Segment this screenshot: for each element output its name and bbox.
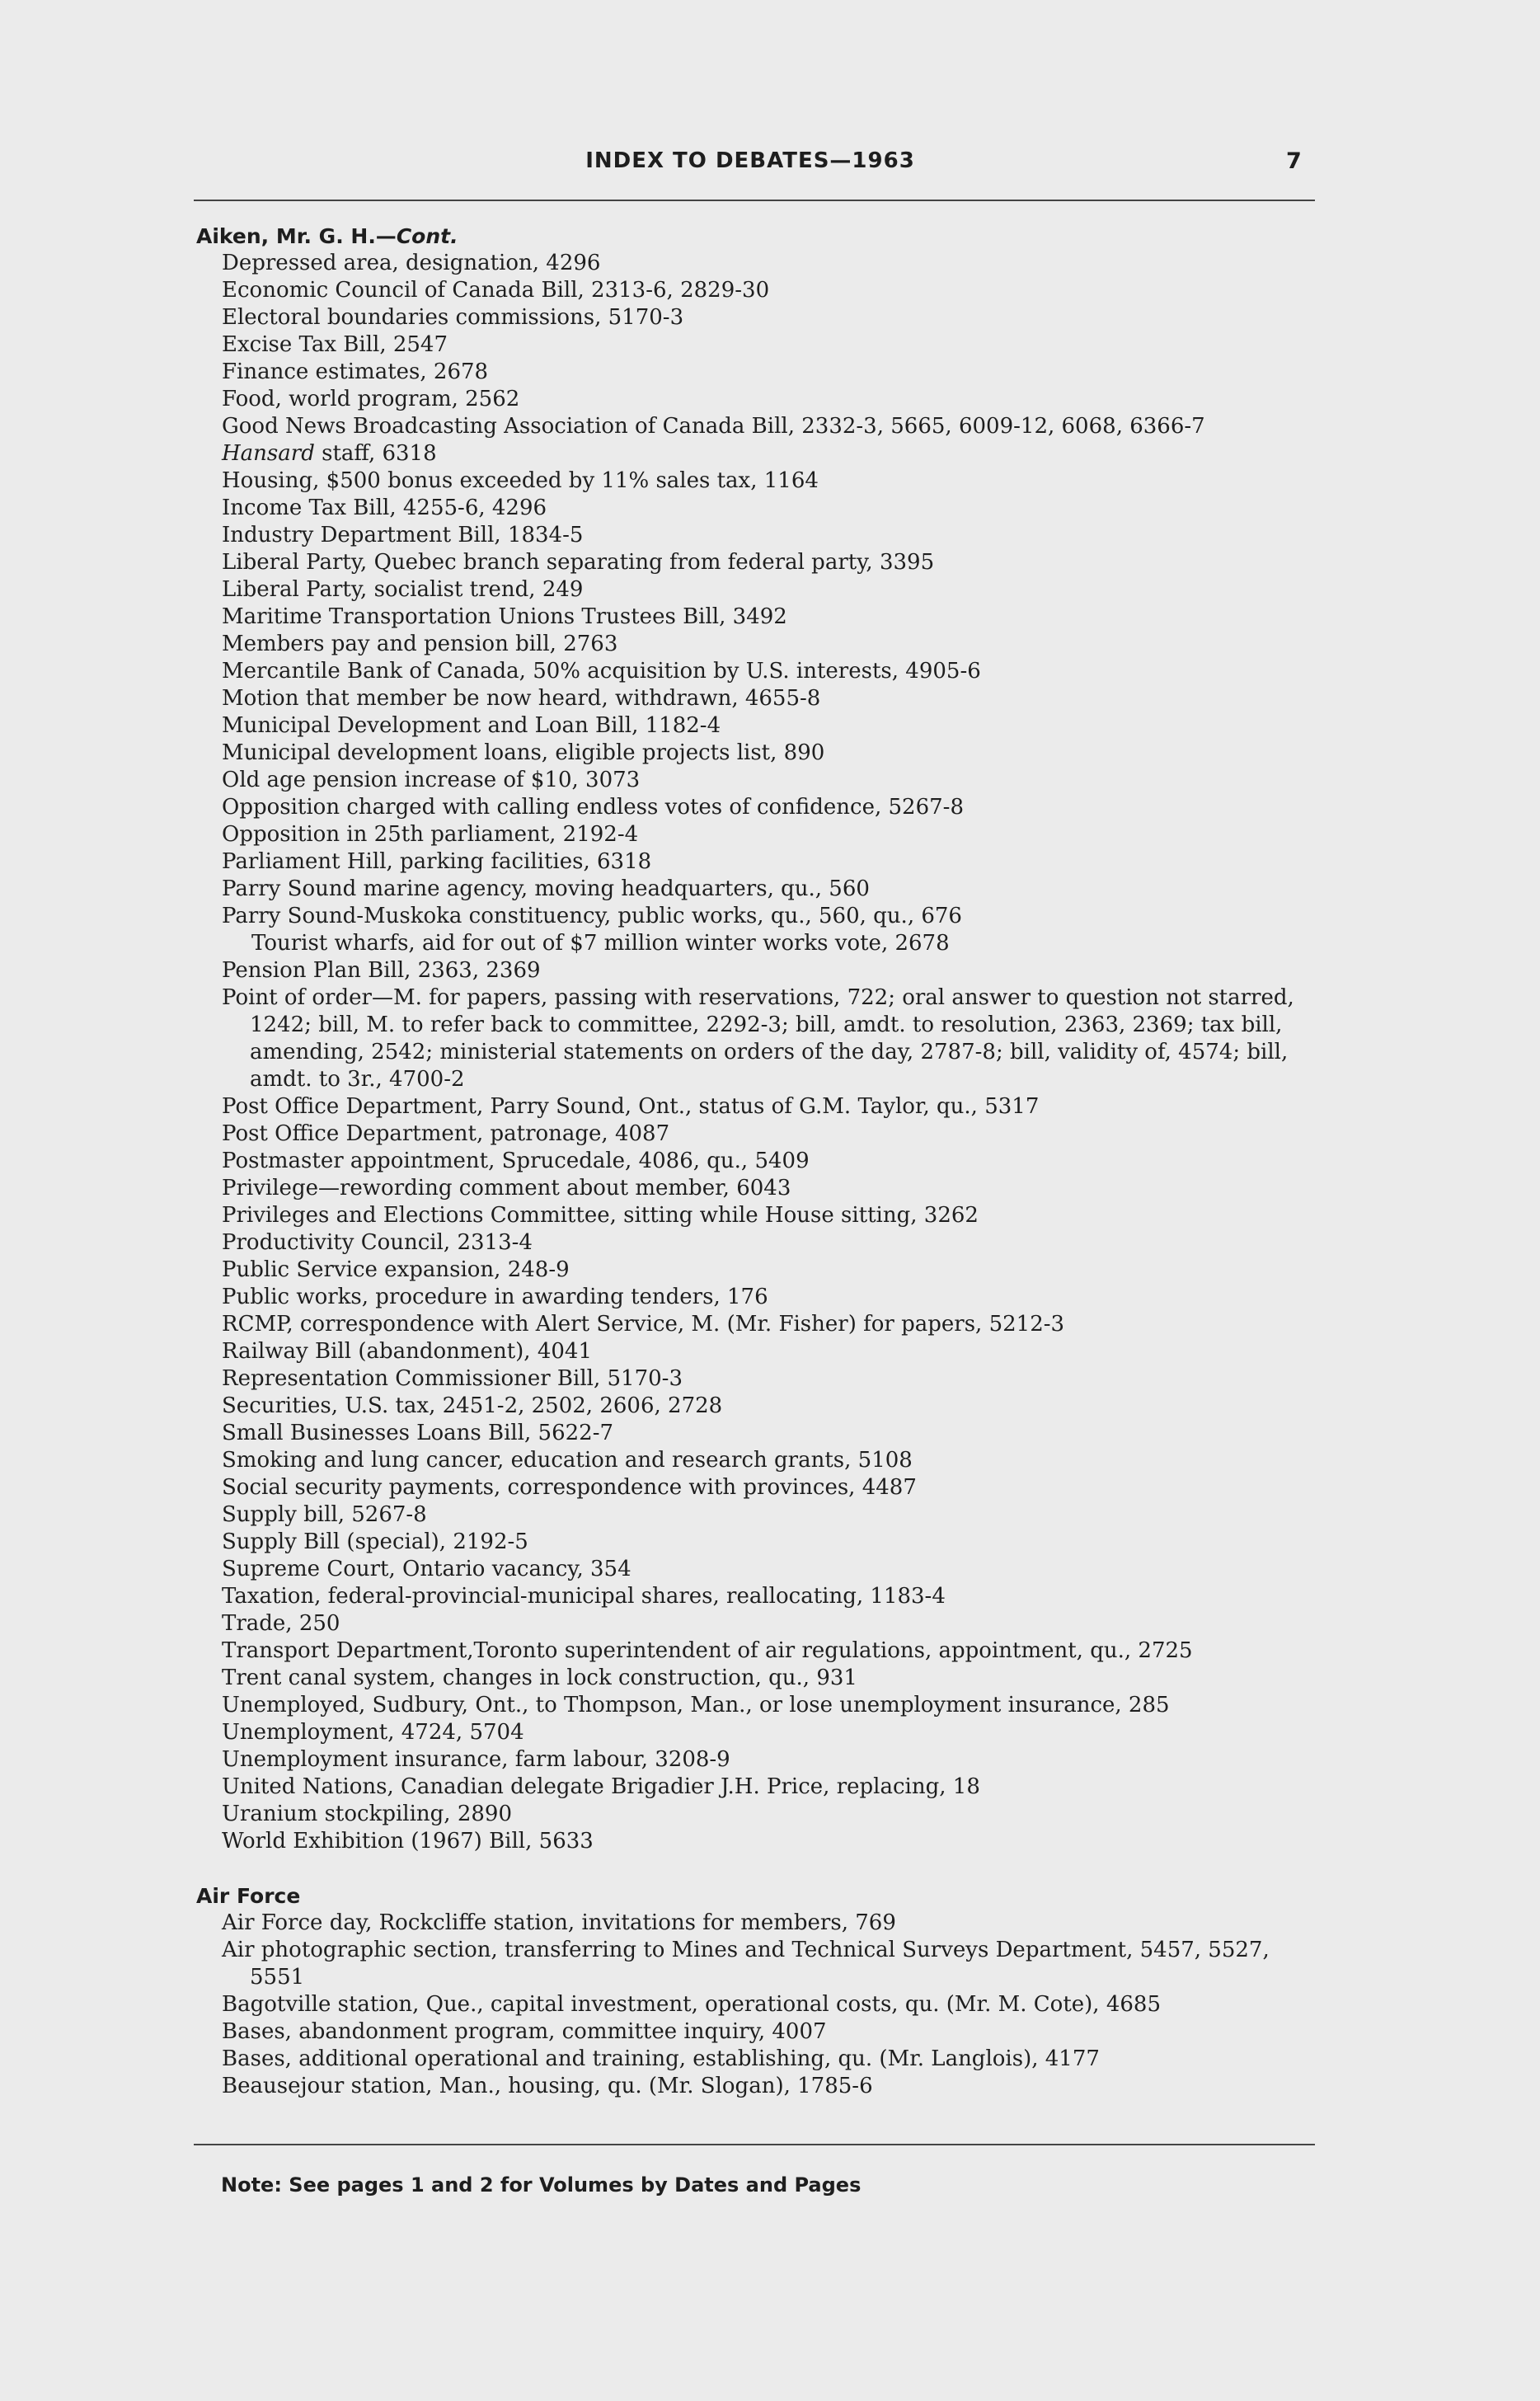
index-entry: Good News Broadcasting Association of Canada Bill, 2332-3, 5665, 6009-12, 6068, 6366-7 <box>222 414 1205 439</box>
index-entry: Parry Sound-Muskoka constituency, public works, qu., 560, qu., 676 <box>222 904 962 928</box>
page-title: INDEX TO DEBATES—1963 <box>585 148 915 173</box>
index-entry: Economic Council of Canada Bill, 2313-6, 2829-30 <box>222 278 770 303</box>
index-entry: Taxation, federal-provincial-municipal shares, reallocating, 1183-4 <box>222 1584 946 1609</box>
index-entry: Finance estimates, 2678 <box>222 359 489 384</box>
index-entry: Small Businesses Loans Bill, 5622-7 <box>222 1421 614 1445</box>
index-entry: Bases, additional operational and training, establishing, qu. (Mr. Langlois), 4177 <box>222 2046 1100 2071</box>
index-entry: Mercantile Bank of Canada, 50% acquisition by U.S. interests, 4905-6 <box>222 659 981 684</box>
index-entry: United Nations, Canadian delegate Brigadier J.H. Price, replacing, 18 <box>222 1774 980 1799</box>
index-entry: Parliament Hill, parking facilities, 6318 <box>222 849 652 874</box>
header-rule <box>194 200 1315 201</box>
index-entry: Maritime Transportation Unions Trustees Bill, 3492 <box>222 604 787 629</box>
index-entry: Postmaster appointment, Sprucedale, 4086, qu., 5409 <box>222 1149 810 1173</box>
index-entry: Food, world program, 2562 <box>222 387 520 411</box>
index-entry: Unemployment insurance, farm labour, 3208-9 <box>222 1747 730 1772</box>
index-entry: Opposition charged with calling endless votes of confidence, 5267-8 <box>222 795 965 820</box>
index-entry: Public works, procedure in awarding tenders, 176 <box>222 1285 768 1309</box>
index-entry: Railway Bill (abandonment), 4041 <box>222 1339 592 1364</box>
page-number: 7 <box>1286 148 1302 174</box>
section-heading-air-force: Air Force <box>196 1884 301 1908</box>
index-entry: Supply Bill (special), 2192-5 <box>222 1529 528 1554</box>
index-entry: Industry Department Bill, 1834-5 <box>222 523 584 547</box>
footer-rule <box>194 2144 1315 2145</box>
index-entry: Electoral boundaries commissions, 5170-3 <box>222 305 684 330</box>
heading-name: Aiken, Mr. G. H.— <box>196 224 397 248</box>
index-entry: Trent canal system, changes in lock construction, qu., 931 <box>222 1666 857 1690</box>
hansard-italic: Hansard <box>222 441 315 466</box>
index-entry: Pension Plan Bill, 2363, 2369 <box>222 958 541 983</box>
hansard-entry-text: staff, 6318 <box>322 441 437 466</box>
index-entry: RCMP, correspondence with Alert Service, M. (Mr. Fisher) for papers, 5212-3 <box>222 1312 1065 1337</box>
index-entry: Post Office Department, patronage, 4087 <box>222 1121 670 1146</box>
index-entry: Municipal development loans, eligible projects list, 890 <box>222 740 825 765</box>
index-entry: Municipal Development and Loan Bill, 1182-4 <box>222 713 721 738</box>
heading-cont: Cont. <box>396 224 458 248</box>
index-entry: Liberal Party, socialist trend, 249 <box>222 577 584 602</box>
section-gap <box>196 1855 1317 1882</box>
index-entry: Supply bill, 5267-8 <box>222 1502 427 1527</box>
index-entry: Public Service expansion, 248-9 <box>222 1257 570 1282</box>
index-entry: Liberal Party, Quebec branch separating from federal party, 3395 <box>222 550 935 575</box>
index-entry: Representation Commissioner Bill, 5170-3 <box>222 1366 683 1391</box>
index-entry: Post Office Department, Parry Sound, Ont., status of G.M. Taylor, qu., 5317 <box>222 1094 1040 1119</box>
index-entry: Members pay and pension bill, 2763 <box>222 632 618 656</box>
index-entry: Excise Tax Bill, 2547 <box>222 332 448 357</box>
index-entry: Privileges and Elections Committee, sitting while House sitting, 3262 <box>222 1203 979 1228</box>
index-entry: Housing, $500 bonus exceeded by 11% sales tax, 1164 <box>222 468 819 493</box>
index-entry: Smoking and lung cancer, education and research grants, 5108 <box>222 1448 913 1473</box>
index-entry: Trade, 250 <box>222 1611 340 1636</box>
index-entry: Point of order—M. for papers, passing with reservations, 722; oral answer to question not starred, 1242; bill, M. to refer back to committee, 2292-3; bill, amdt. to resolution, 2363, 2369; tax bill, amending, 2542; ministerial statements on orders of the day, 2787-8; bill, validity of, 4574; bill, amdt. to 3r., 4700-2 <box>222 985 1294 1092</box>
index-entry-hansard <box>196 440 1317 468</box>
index-entry: Parry Sound marine agency, moving headquarters, qu., 560 <box>222 876 870 901</box>
index-entry: Old age pension increase of $10, 3073 <box>222 768 641 792</box>
index-entry: Supreme Court, Ontario vacancy, 354 <box>222 1557 631 1581</box>
index-entry: Income Tax Bill, 4255-6, 4296 <box>222 496 547 520</box>
index-entry: Privilege—rewording comment about member, 6043 <box>222 1176 791 1200</box>
index-entry: Bagotville station, Que., capital investment, operational costs, qu. (Mr. M. Cote), 4685 <box>222 1992 1161 2017</box>
footer-note: Note: See pages 1 and 2 for Volumes by Dates and Pages <box>221 2173 862 2197</box>
index-entry: Air photographic section, transferring to Mines and Technical Surveys Department, 5457, 5527, 5551 <box>222 1938 1270 1990</box>
index-entry: Depressed area, designation, 4296 <box>222 251 601 275</box>
index-entry: Social security payments, correspondence with provinces, 4487 <box>222 1475 917 1500</box>
index-entry: Productivity Council, 2313-4 <box>222 1230 533 1255</box>
index-entry: World Exhibition (1967) Bill, 5633 <box>222 1829 594 1854</box>
index-content <box>196 223 1317 2100</box>
index-entry: Bases, abandonment program, committee inquiry, 4007 <box>222 2019 827 2044</box>
index-entry: Unemployment, 4724, 5704 <box>222 1720 524 1745</box>
index-subentry: Tourist wharfs, aid for out of $7 million winter works vote, 2678 <box>251 931 950 956</box>
index-entry: Motion that member be now heard, withdrawn, 4655-8 <box>222 686 821 711</box>
section-heading-aiken <box>196 223 1317 250</box>
index-entry: Unemployed, Sudbury, Ont., to Thompson, Man., or lose unemployment insurance, 285 <box>222 1693 1170 1717</box>
index-entry: Transport Department,Toronto superintendent of air regulations, appointment, qu., 2725 <box>222 1638 1193 1663</box>
index-entry: Opposition in 25th parliament, 2192-4 <box>222 822 639 847</box>
index-entry: Uranium stockpiling, 2890 <box>222 1802 513 1826</box>
index-entry: Beausejour station, Man., housing, qu. (Mr. Slogan), 1785-6 <box>222 2074 873 2098</box>
index-entry: Securities, U.S. tax, 2451-2, 2502, 2606, 2728 <box>222 1393 723 1418</box>
index-entry: Air Force day, Rockcliffe station, invitations for members, 769 <box>222 1910 896 1935</box>
